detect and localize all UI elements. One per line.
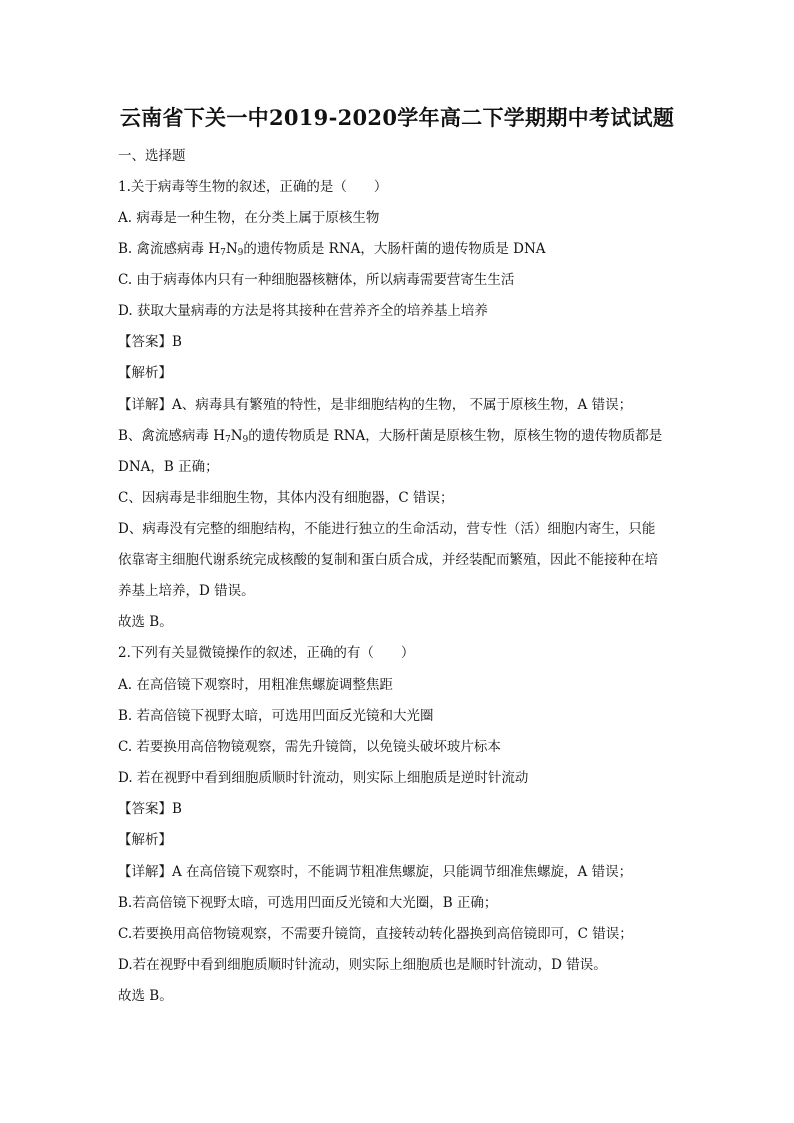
- answer-label: 【答案】: [118, 801, 172, 817]
- option-b-suffix: 的遗传物质是 RNA，大肠杆菌的遗传物质是 DNA: [243, 241, 546, 257]
- document-title: 云南省下关一中2019-2020学年高二下学期期中考试试题: [119, 105, 675, 130]
- detail-label: 【详解】: [118, 397, 172, 413]
- question-1-detail-line-3: DNA，B 正确；: [118, 459, 219, 475]
- question-1-analysis-label: 【解析】: [118, 365, 172, 381]
- detail-text: A 在高倍镜下观察时，不能调节粗准焦螺旋，只能调节细准焦螺旋，A 错误；: [172, 864, 633, 880]
- question-2-answer: [118, 799, 678, 819]
- question-2-conclusion: 故选 B。: [118, 988, 173, 1004]
- detail-label: 【详解】: [118, 864, 172, 880]
- question-2-detail-line-2: B.若高倍镜下视野太暗，可选用凹面反光镜和大光圈，B 正确；: [118, 895, 498, 911]
- detail-text: A、病毒具有繁殖的特性，是非细胞结构的生物， 不属于原核生物，A 错误；: [172, 397, 633, 413]
- answer-label: 【答案】: [118, 334, 172, 350]
- question-2-detail-line-4: D.若在视野中看到细胞质顺时针流动，则实际上细胞质也是顺时针流动，D 错误。: [118, 957, 607, 973]
- question-2-detail-line-3: C.若要换用高倍物镜观察，不需要升镜筒，直接转动转化器换到高倍镜即可，C 错误；: [118, 926, 633, 942]
- question-1-detail-line-5: D、病毒没有完整的细胞结构，不能进行独立的生命活动，营专性（活）细胞内寄生，只能: [118, 521, 656, 537]
- option-b-prefix: B. 禽流感病毒 H: [118, 241, 221, 257]
- detail-b-sub-2: 9: [242, 435, 249, 445]
- question-2-option-c: C. 若要换用高倍物镜观察，需先升镜筒，以免镜头破坏玻片标本: [118, 739, 501, 755]
- question-1-answer: [118, 332, 678, 352]
- question-1-option-a: A. 病毒是一种生物，在分类上属于原核生物: [118, 210, 380, 226]
- question-1-detail-line-4: C、因病毒是非细胞生物，其体内没有细胞器，C 错误；: [118, 490, 454, 506]
- question-1-conclusion: 故选 B。: [118, 614, 173, 630]
- question-1-detail-line-7: 养基上培养，D 错误。: [118, 583, 255, 599]
- question-1-detail-line-6: 依靠寄主细胞代谢系统完成核酸的复制和蛋白质合成，并经装配而繁殖，因此不能接种在培: [118, 552, 658, 568]
- detail-b-prefix: B、禽流感病毒 H: [118, 428, 225, 444]
- question-2-option-a: A. 在高倍镜下观察时，用粗准焦螺旋调整焦距: [118, 677, 393, 693]
- question-1-option-d: D. 获取大量病毒的方法是将其接种在营养齐全的培养基上培养: [118, 303, 488, 319]
- question-2-option-d: D. 若在视野中看到细胞质顺时针流动，则实际上细胞质是逆时针流动: [118, 770, 529, 786]
- detail-b-suffix: 的遗传物质是 RNA，大肠杆菌是原核生物，原核生物的遗传物质都是: [248, 428, 663, 444]
- question-1-option-b: [118, 239, 678, 259]
- option-b-mid: N: [225, 241, 238, 257]
- answer-value: B: [172, 334, 182, 350]
- option-b-sub-2: 9: [237, 248, 244, 258]
- detail-b-sub-1: 7: [225, 435, 231, 445]
- question-2-analysis-label: 【解析】: [118, 832, 172, 848]
- question-2-detail-line-1: [118, 862, 678, 882]
- answer-value: B: [172, 801, 182, 817]
- question-1-stem: 1.关于病毒等生物的叙述，正确的是（ ）: [118, 179, 388, 195]
- detail-b-mid: N: [230, 428, 243, 444]
- question-1-detail-line-1: [118, 395, 678, 415]
- question-2-stem: 2.下列有关显微镜操作的叙述，正确的有（ ）: [118, 645, 415, 661]
- question-1-option-c: C. 由于病毒体内只有一种细胞器核糖体，所以病毒需要营寄生生活: [118, 272, 515, 288]
- question-2-option-b: B. 若高倍镜下视野太暗，可选用凹面反光镜和大光圈: [118, 708, 434, 724]
- option-b-sub-1: 7: [220, 248, 226, 258]
- section-heading: 一、选择题: [118, 148, 186, 164]
- question-1-detail-line-2: [118, 426, 678, 446]
